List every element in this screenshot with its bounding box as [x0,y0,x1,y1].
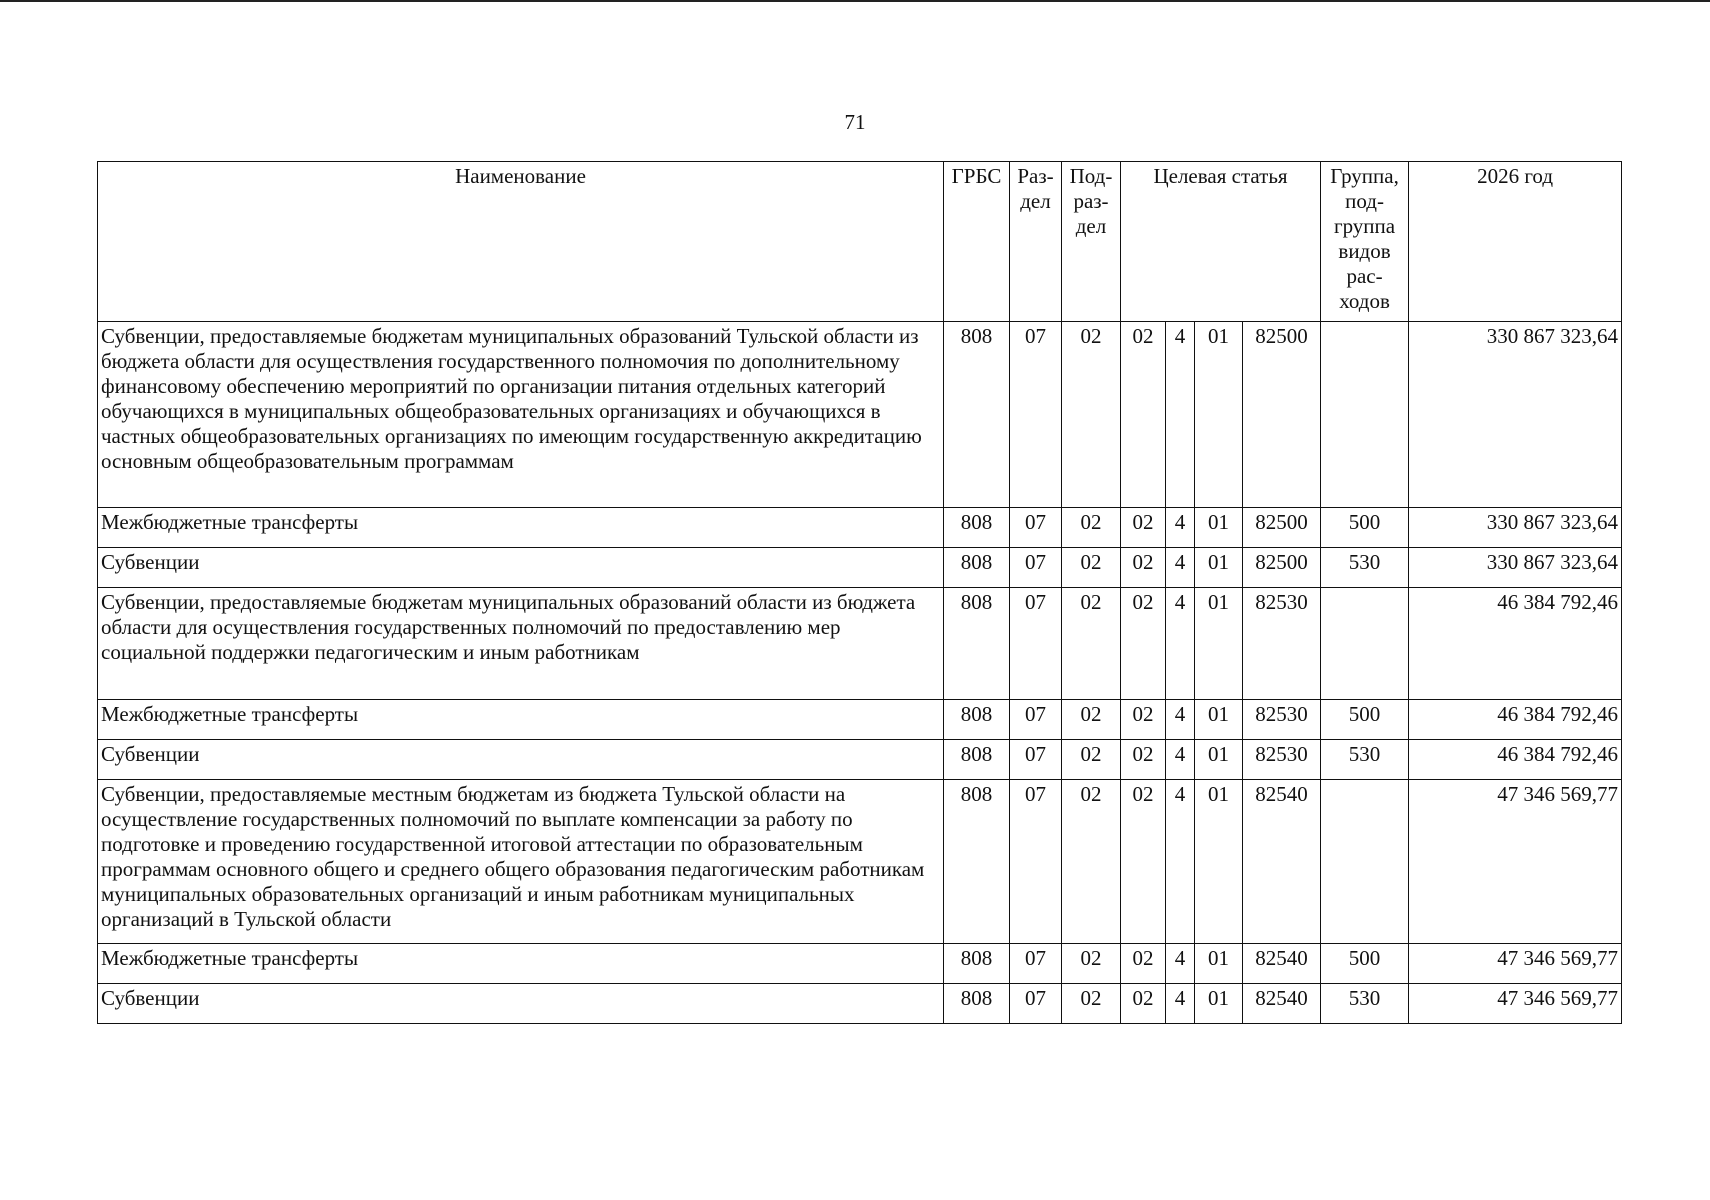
cell-target-subprogram: 01 [1195,944,1243,984]
cell-grbs: 808 [944,508,1010,548]
table-row [98,984,1622,1024]
table-row [98,322,1622,508]
header-podrazdel: Под- раз- дел [1062,162,1121,322]
cell-razdel: 07 [1010,322,1062,508]
cell-podrazdel: 02 [1062,508,1121,548]
cell-amount-2026: 330 867 323,64 [1409,508,1622,548]
cell-target-direction: 82500 [1243,508,1321,548]
cell-podrazdel: 02 [1062,984,1121,1024]
cell-grbs: 808 [944,780,1010,944]
cell-name: Субвенции [98,984,944,1024]
cell-target-direction: 82540 [1243,944,1321,984]
cell-target-program: 02 [1121,322,1166,508]
cell-razdel: 07 [1010,944,1062,984]
cell-podrazdel: 02 [1062,700,1121,740]
cell-target-type: 4 [1166,740,1195,780]
cell-grbs: 808 [944,322,1010,508]
budget-table [97,161,1622,1024]
cell-expense-group [1321,588,1409,700]
cell-target-subprogram: 01 [1195,588,1243,700]
header-target-article: Целевая статья [1121,162,1321,322]
table-row [98,508,1622,548]
cell-name: Субвенции, предоставляемые бюджетам муниципальных образований области из бюджета области для осуществления государственных полномочий по предоставлению мер социальной поддержки педагогическим и иным работникам [98,588,944,700]
cell-target-type: 4 [1166,944,1195,984]
cell-razdel: 07 [1010,548,1062,588]
cell-name: Субвенции [98,740,944,780]
table-body [98,322,1622,1024]
page-top-edge [0,0,1710,2]
cell-grbs: 808 [944,740,1010,780]
cell-target-type: 4 [1166,700,1195,740]
cell-name: Межбюджетные трансферты [98,508,944,548]
table-row [98,588,1622,700]
cell-razdel: 07 [1010,780,1062,944]
cell-name: Межбюджетные трансферты [98,700,944,740]
table-row [98,780,1622,944]
cell-podrazdel: 02 [1062,780,1121,944]
cell-target-direction: 82540 [1243,984,1321,1024]
cell-razdel: 07 [1010,588,1062,700]
header-name: Наименование [98,162,944,322]
cell-expense-group: 500 [1321,508,1409,548]
cell-name: Субвенции [98,548,944,588]
cell-target-type: 4 [1166,508,1195,548]
cell-name: Субвенции, предоставляемые местным бюджетам из бюджета Тульской области на осуществление государственных полномочий по выплате компенсации за работу по подготовке и проведению государственной итоговой аттестации по образовательным программам основного общего и среднего общего образования педагогическим работникам муниципальных образовательных организаций и иным работникам муниципальных организаций в Тульской области [98,780,944,944]
page-number: 71 [844,110,866,134]
cell-target-direction: 82530 [1243,740,1321,780]
cell-target-program: 02 [1121,780,1166,944]
cell-target-subprogram: 01 [1195,984,1243,1024]
table-row [98,548,1622,588]
cell-grbs: 808 [944,944,1010,984]
cell-razdel: 07 [1010,700,1062,740]
cell-podrazdel: 02 [1062,588,1121,700]
cell-amount-2026: 47 346 569,77 [1409,944,1622,984]
cell-target-subprogram: 01 [1195,700,1243,740]
cell-target-direction: 82530 [1243,588,1321,700]
cell-target-type: 4 [1166,588,1195,700]
cell-expense-group: 500 [1321,700,1409,740]
cell-target-subprogram: 01 [1195,322,1243,508]
cell-razdel: 07 [1010,984,1062,1024]
cell-amount-2026: 46 384 792,46 [1409,740,1622,780]
cell-target-direction: 82500 [1243,548,1321,588]
table-header-row [98,162,1622,322]
header-year-2026: 2026 год [1409,162,1622,322]
cell-target-direction: 82530 [1243,700,1321,740]
cell-target-program: 02 [1121,700,1166,740]
cell-target-program: 02 [1121,548,1166,588]
cell-target-direction: 82500 [1243,322,1321,508]
cell-target-program: 02 [1121,508,1166,548]
cell-podrazdel: 02 [1062,740,1121,780]
cell-grbs: 808 [944,984,1010,1024]
cell-expense-group: 530 [1321,548,1409,588]
cell-target-program: 02 [1121,944,1166,984]
cell-target-program: 02 [1121,588,1166,700]
cell-target-subprogram: 01 [1195,740,1243,780]
cell-amount-2026: 46 384 792,46 [1409,588,1622,700]
cell-amount-2026: 46 384 792,46 [1409,700,1622,740]
cell-grbs: 808 [944,588,1010,700]
cell-amount-2026: 330 867 323,64 [1409,548,1622,588]
cell-name: Межбюджетные трансферты [98,944,944,984]
cell-podrazdel: 02 [1062,322,1121,508]
cell-podrazdel: 02 [1062,944,1121,984]
cell-grbs: 808 [944,548,1010,588]
table-row [98,740,1622,780]
cell-target-program: 02 [1121,740,1166,780]
table-row [98,944,1622,984]
cell-target-type: 4 [1166,322,1195,508]
cell-razdel: 07 [1010,508,1062,548]
cell-amount-2026: 47 346 569,77 [1409,780,1622,944]
cell-name: Субвенции, предоставляемые бюджетам муниципальных образований Тульской области из бюджета области для осуществления государственного полномочия по дополнительному финансовому обеспечению мероприятий по организации питания отдельных категорий обучающихся в муниципальных общеобразовательных организациях и обучающихся в частных общеобразовательных организациях по имеющим государственную аккредитацию основным общеобразовательным программам [98,322,944,508]
cell-amount-2026: 47 346 569,77 [1409,984,1622,1024]
header-razdel: Раз- дел [1010,162,1062,322]
cell-grbs: 808 [944,700,1010,740]
cell-podrazdel: 02 [1062,548,1121,588]
header-expense-group: Группа, под- группа видов рас- ходов [1321,162,1409,322]
table-row [98,700,1622,740]
cell-razdel: 07 [1010,740,1062,780]
cell-amount-2026: 330 867 323,64 [1409,322,1622,508]
cell-expense-group [1321,780,1409,944]
header-grbs: ГРБС [944,162,1010,322]
cell-expense-group: 530 [1321,984,1409,1024]
cell-target-subprogram: 01 [1195,508,1243,548]
cell-expense-group [1321,322,1409,508]
cell-target-type: 4 [1166,984,1195,1024]
cell-expense-group: 530 [1321,740,1409,780]
cell-target-subprogram: 01 [1195,548,1243,588]
cell-expense-group: 500 [1321,944,1409,984]
cell-target-subprogram: 01 [1195,780,1243,944]
cell-target-program: 02 [1121,984,1166,1024]
cell-target-direction: 82540 [1243,780,1321,944]
cell-target-type: 4 [1166,548,1195,588]
cell-target-type: 4 [1166,780,1195,944]
